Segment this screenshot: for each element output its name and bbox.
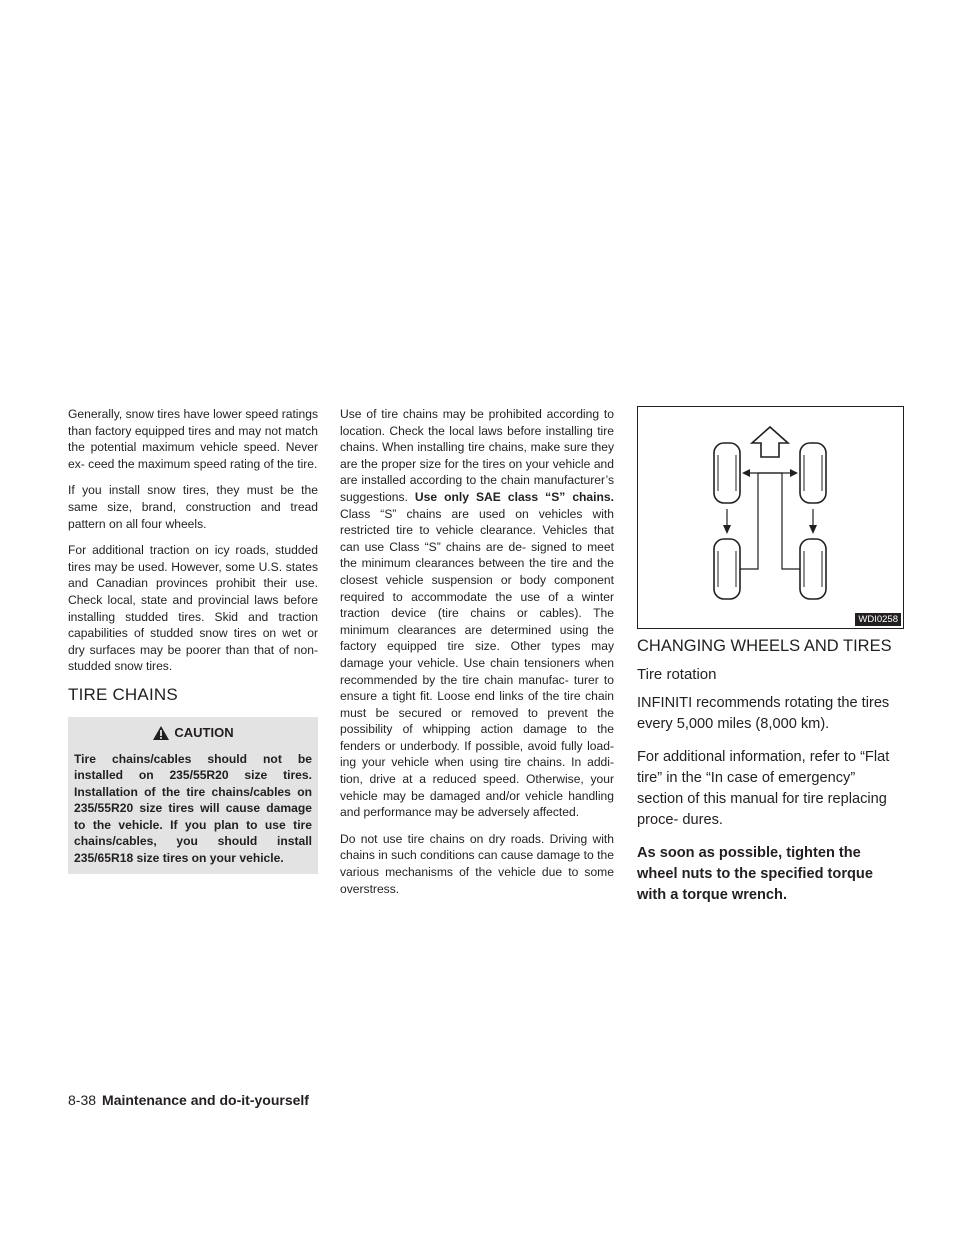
caution-label: CAUTION <box>174 725 234 741</box>
caution-header <box>74 723 312 743</box>
warning-icon <box>152 725 170 741</box>
page-number: 8-38 <box>68 1092 97 1108</box>
figure-code: WDI0258 <box>855 613 901 626</box>
page-footer <box>68 1092 309 1108</box>
snow-tires-install-paragraph: If you install snow tires, they must be the same size, brand, construction and tread pattern on all four wheels. <box>68 483 318 531</box>
tire-rotation-figure <box>637 406 904 629</box>
tire-rotation-subheading: Tire rotation <box>637 666 717 683</box>
tire-chains-heading: TIRE CHAINS <box>68 684 178 704</box>
studded-tires-paragraph: For additional traction on icy roads, studded tires may be used. However, some U.S. states and Canadian provinces prohibit their use. Check local, state and provincial laws before installing studded tires. Skid and traction capabilities of studded snow tires on wet or dry surfaces may be poorer than that of non-studded snow tires. <box>68 543 318 674</box>
tire-rotation-diagram <box>638 407 903 628</box>
snow-tires-speed-paragraph: Generally, snow tires have lower speed ratings than factory equipped tires and may not match the potential maximum vehicle speed. Never ex- ceed the maximum speed rating of the tire. <box>68 407 318 471</box>
dry-roads-paragraph: Do not use tire chains on dry roads. Driving with chains in such conditions can cause damage to the various mechanisms of the vehicle due to some overstress. <box>340 831 614 896</box>
left-column <box>68 406 318 874</box>
forward-arrow <box>752 427 788 457</box>
tire-chains-paragraph <box>340 406 614 821</box>
torque-wrench-warning: As soon as possible, tighten the wheel nuts to the specified torque with a torque wrench. <box>637 845 873 903</box>
rotation-interval-paragraph: INFINITI recommends rotating the tires every 5,000 miles (8,000 km). <box>637 695 890 732</box>
tire-chains-text-a: Use of tire chains may be prohibited according to location. Check the local laws before installing tire chains. When installing tire chains, make sure they are the proper size for the tires on your vehicle and are installed according to the chain manufacturer’s suggestions. <box>340 407 614 504</box>
flat-tire-reference-paragraph: For additional information, refer to “Flat tire” in the “In case of emergency” section of this manual for tire replacing proce- dures. <box>637 749 890 828</box>
middle-column <box>340 406 614 907</box>
right-column <box>637 406 905 906</box>
caution-text: Tire chains/cables should not be installed on 235/55R20 size tires. Installation of the tire chains/cables on 235/55R20 size tires will cause damage to the vehicle. If you plan to use tire chains/cables, you should install 235/65R18 size tires on your vehicle. <box>74 751 312 865</box>
changing-wheels-heading: CHANGING WHEELS AND TIRES <box>637 637 892 655</box>
caution-box <box>68 717 318 875</box>
sae-class-s-bold: Use only SAE class “S” chains. <box>414 489 614 504</box>
tire-chains-text-b: Class “S” chains are used on vehicles with restricted tire to vehicle clearance. Vehicles that can use Class “S” chains are de- signed to meet the minimum clearances between the tire and the closest vehicle suspension or body component required to accommodate the use of a winter traction device (tire chains or cables). The minimum clearances are determined using the factory equipped tire size. Other types may damage your vehicle. Use chain tensioners when recommended by the tire chain manufac- turer to ensure a tight fit. Loose end links of the tire chain must be secured or removed to prevent the possibility of whipping action damage to the fenders or underbody. If possible, avoid fully load- ing your vehicle when using tire chains. In addi- tion, drive at a reduced speed. Otherwise, your vehicle may be damaged and/or vehicle handling and performance may be adversely affected. <box>340 506 614 820</box>
section-title: Maintenance and do-it-yourself <box>102 1092 309 1108</box>
